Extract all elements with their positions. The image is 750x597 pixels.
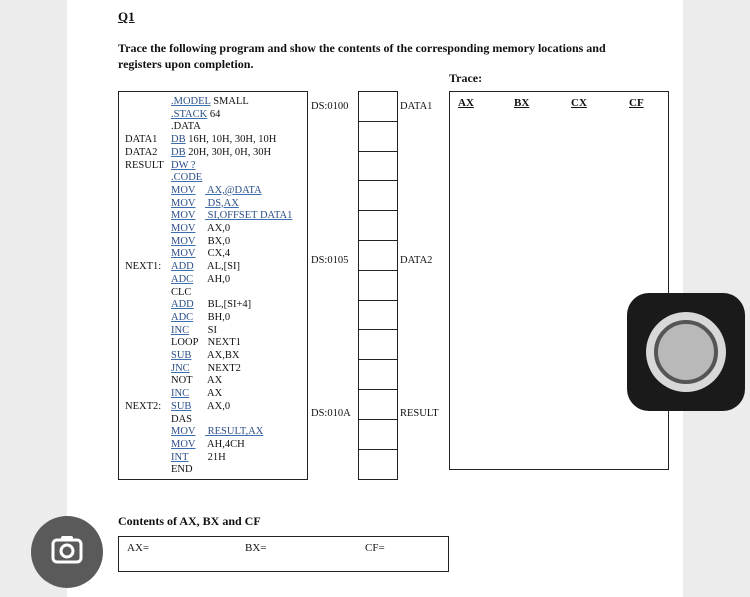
- memory-name-label: DATA1: [400, 101, 433, 112]
- code-op: MOV: [171, 438, 196, 450]
- code-args: RESULT,AX: [205, 426, 264, 438]
- code-op: ADD: [171, 299, 194, 311]
- code-op: SUB: [171, 350, 192, 361]
- code-op: NOT: [171, 375, 193, 387]
- trace-box: [449, 91, 669, 470]
- code-op: .MODEL: [171, 96, 211, 107]
- memory-cell: [359, 450, 397, 480]
- code-line: [171, 325, 217, 337]
- contents-label: Contents of AX, BX and CF: [118, 514, 261, 528]
- code-args: 21H: [205, 451, 226, 463]
- cf-result-label: CF=: [365, 542, 385, 554]
- record-button[interactable]: [627, 293, 745, 411]
- code-op: INT: [171, 451, 189, 463]
- code-op: .STACK: [171, 108, 208, 120]
- code-args: AX,BX: [205, 350, 240, 361]
- code-args: SI,OFFSET DATA1: [205, 210, 293, 222]
- code-line: [171, 223, 230, 235]
- code-line: [171, 261, 240, 273]
- code-op: CLC: [171, 286, 192, 298]
- code-line: [171, 312, 230, 324]
- question-number: Q1: [118, 9, 135, 24]
- register-header-cx: CX: [571, 97, 587, 109]
- memory-cell: [359, 92, 397, 122]
- code-op: .CODE: [171, 172, 203, 184]
- memory-cell: [359, 211, 397, 241]
- code-args: NEXT1: [205, 337, 241, 349]
- address-label: DS:0100: [311, 101, 349, 112]
- code-line: [171, 160, 196, 172]
- code-line: [171, 388, 222, 400]
- code-args: AH,0: [205, 273, 231, 285]
- memory-cell: [359, 122, 397, 152]
- code-line: [171, 236, 230, 248]
- trace-label: Trace:: [449, 71, 483, 85]
- code-op: SUB: [171, 400, 192, 412]
- code-line: [171, 464, 193, 476]
- code-op: MOV: [171, 426, 196, 438]
- code-line: [171, 147, 271, 159]
- code-args: SMALL: [210, 96, 249, 107]
- code-op: INC: [171, 324, 190, 336]
- record-ring-icon: [646, 312, 726, 392]
- code-line: [171, 109, 220, 121]
- memory-cell: [359, 390, 397, 420]
- register-header-cf: CF: [629, 97, 644, 109]
- code-op: DW ?: [171, 159, 196, 171]
- code-op: ADC: [171, 273, 194, 285]
- register-header-bx: BX: [514, 97, 530, 109]
- code-args: SI: [205, 324, 217, 336]
- code-op: END: [171, 464, 193, 476]
- code-args: DS,AX: [205, 197, 239, 209]
- code-args: AX: [205, 375, 223, 387]
- code-args: AX: [205, 388, 223, 400]
- code-line: [171, 172, 202, 184]
- address-label: DS:0105: [311, 255, 349, 266]
- code-args: NEXT2: [205, 362, 241, 374]
- code-line: [171, 401, 230, 413]
- code-line: [171, 375, 222, 387]
- code-args: BH,0: [205, 311, 231, 323]
- code-op: JNC: [171, 362, 190, 374]
- code-line: [171, 439, 245, 451]
- code-op: ADD: [171, 261, 194, 273]
- code-line: [171, 274, 230, 286]
- code-args: 16H, 10H, 30H, 10H: [185, 134, 277, 146]
- memory-name-label: DATA2: [400, 255, 433, 266]
- camera-search-icon: [31, 516, 103, 588]
- assembly-code-box: [118, 91, 308, 480]
- code-op: MOV: [171, 235, 196, 247]
- code-line: [171, 350, 239, 362]
- code-op: DB: [171, 146, 186, 158]
- code-label: NEXT2:: [125, 400, 162, 412]
- memory-cell: [359, 241, 397, 271]
- code-op: LOOP: [171, 337, 199, 349]
- code-line: [171, 452, 226, 464]
- code-args: AH,4CH: [205, 438, 245, 450]
- code-line: [171, 121, 201, 133]
- code-line: [171, 414, 192, 426]
- code-args: AX,0: [205, 223, 231, 234]
- register-header-ax: AX: [458, 97, 474, 109]
- memory-cell: [359, 181, 397, 211]
- bx-result-label: BX=: [245, 542, 267, 554]
- code-label: DATA1: [125, 134, 158, 146]
- code-op: MOV: [171, 197, 196, 209]
- memory-cell: [359, 360, 397, 390]
- memory-cell: [359, 420, 397, 450]
- code-line: [171, 363, 241, 375]
- lens-search-button[interactable]: [31, 516, 103, 588]
- code-line: [171, 96, 249, 108]
- code-args: 20H, 30H, 0H, 30H: [185, 146, 272, 158]
- memory-cell: [359, 152, 397, 182]
- code-op: DB: [171, 134, 186, 146]
- code-args: AX,0: [205, 400, 231, 412]
- code-label: RESULT: [125, 159, 164, 171]
- code-line: [171, 185, 262, 197]
- instruction-text: Trace the following program and show the contents of the corresponding memory locations and registers upon completion.: [118, 41, 606, 71]
- code-op: MOV: [171, 210, 196, 222]
- code-line: [171, 248, 230, 260]
- code-op: MOV: [171, 223, 196, 234]
- memory-name-label: RESULT: [400, 408, 439, 419]
- code-line: [171, 198, 239, 210]
- code-line: [171, 287, 191, 299]
- code-label: DATA2: [125, 146, 158, 158]
- code-args: AX,@DATA: [205, 184, 262, 196]
- memory-cell: [359, 330, 397, 360]
- code-args: BL,[SI+4]: [205, 299, 252, 311]
- code-line: [171, 299, 251, 311]
- code-op: MOV: [171, 184, 196, 196]
- address-label: DS:010A: [311, 408, 351, 419]
- code-line: [171, 337, 241, 349]
- result-box: [118, 536, 449, 572]
- code-args: BX,0: [205, 235, 231, 247]
- memory-column: [358, 91, 398, 480]
- code-line: [171, 426, 263, 438]
- code-args: AL,[SI]: [205, 261, 240, 273]
- code-args: .DATA: [171, 121, 201, 133]
- code-op: DAS: [171, 413, 193, 425]
- code-op: INC: [171, 388, 190, 400]
- code-line: [171, 210, 292, 222]
- code-line: [171, 134, 276, 146]
- code-args: 64: [207, 108, 221, 120]
- code-op: MOV: [171, 248, 196, 260]
- ax-result-label: AX=: [127, 542, 150, 554]
- memory-cell: [359, 301, 397, 331]
- code-op: ADC: [171, 311, 194, 323]
- code-args: CX,4: [205, 248, 231, 260]
- memory-cell: [359, 271, 397, 301]
- code-label: NEXT1:: [125, 261, 162, 273]
